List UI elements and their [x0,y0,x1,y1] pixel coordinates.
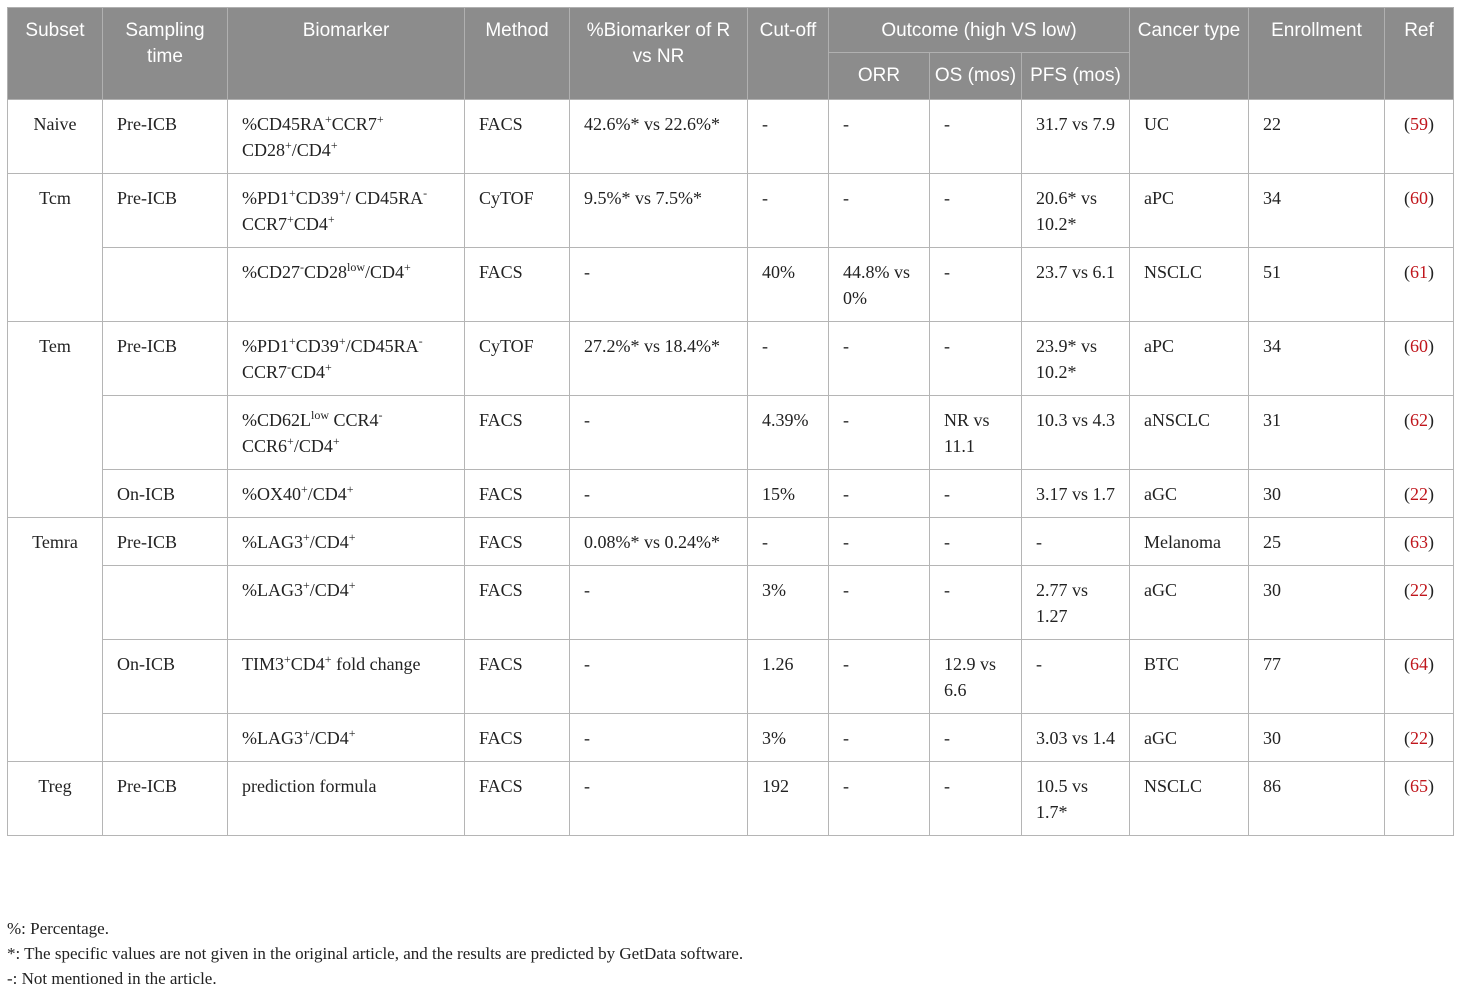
cell-method: CyTOF [465,174,570,248]
superscript: - [378,408,383,422]
cell-method: FACS [465,100,570,174]
cell-pfs: - [1022,640,1130,714]
header-pct-biomarker: %Biomarker of R vs NR [570,8,748,100]
cell-pct-biomarker: 27.2%* vs 18.4%* [570,322,748,396]
cell-orr: - [829,640,930,714]
cell-orr: - [829,762,930,836]
ref-paren-open: ( [1404,336,1410,356]
cell-enrollment: 31 [1249,396,1385,470]
cell-sampling-time: Pre-ICB [103,762,228,836]
cell-cutoff: 40% [748,248,829,322]
cell-enrollment: 22 [1249,100,1385,174]
cell-enrollment: 34 [1249,322,1385,396]
header-orr: ORR [829,53,930,100]
cell-method: FACS [465,762,570,836]
cell-pfs: 3.03 vs 1.4 [1022,714,1130,762]
table-footnotes [7,916,743,991]
superscript: + [346,482,354,496]
ref-paren-close: ) [1428,336,1434,356]
cell-ref [1385,174,1454,248]
cell-cutoff: 15% [748,470,829,518]
cell-cancer-type: BTC [1130,640,1249,714]
cell-sampling-time: Pre-ICB [103,100,228,174]
cell-enrollment: 34 [1249,174,1385,248]
cell-biomarker: $\%CD27^-CD28^{low}/CD4^+$ [228,248,465,322]
ref-paren-close: ) [1428,654,1434,674]
ref-link[interactable]: 59 [1410,114,1428,134]
cell-pfs: 10.3 vs 4.3 [1022,396,1130,470]
cell-biomarker: %LAG3+/CD4+ [228,518,465,566]
cell-orr: - [829,396,930,470]
superscript: + [303,578,310,592]
table-row [8,566,1454,640]
cell-biomarker: %LAG3+/CD4+ [228,566,465,640]
cell-sampling-time: On-ICB [103,640,228,714]
header-enrollment: Enrollment [1249,8,1385,100]
cell-ref [1385,762,1454,836]
ref-paren-close: ) [1428,410,1434,430]
cell-pct-biomarker: 9.5%* vs 7.5%* [570,174,748,248]
superscript: + [348,530,356,544]
table-row [8,100,1454,174]
ref-link[interactable]: 63 [1410,532,1428,552]
cell-cancer-type: UC [1130,100,1249,174]
ref-paren-open: ( [1404,188,1410,208]
footnote-dash: -: Not mentioned in the article. [7,969,217,988]
table-row [8,640,1454,714]
cell-cutoff: 1.26 [748,640,829,714]
cell-method: FACS [465,566,570,640]
cell-ref [1385,566,1454,640]
superscript: + [338,334,346,348]
cell-pfs: 31.7 vs 7.9 [1022,100,1130,174]
cell-os: - [930,714,1022,762]
superscript: + [289,334,296,348]
cell-ref [1385,100,1454,174]
ref-paren-close: ) [1428,114,1434,134]
header-subset: Subset [8,8,103,100]
ref-link[interactable]: 22 [1410,580,1428,600]
cell-cutoff: - [748,174,829,248]
header-row-1 [8,8,1454,53]
cell-cancer-type: NSCLC [1130,762,1249,836]
cell-orr: - [829,518,930,566]
cell-biomarker: %PD1+CD39+/ CD45RA-CCR7+CD4+ [228,174,465,248]
cell-enrollment: 77 [1249,640,1385,714]
superscript: + [348,726,356,740]
ref-link[interactable]: 65 [1410,776,1428,796]
table-body [8,100,1454,836]
cell-orr: - [829,100,930,174]
cell-enrollment: 30 [1249,714,1385,762]
cell-ref [1385,396,1454,470]
footnote-percentage: %: Percentage. [7,919,109,938]
cell-ref [1385,640,1454,714]
cell-method: FACS [465,470,570,518]
table-row [8,762,1454,836]
ref-paren-open: ( [1404,410,1410,430]
cell-pfs: 10.5 vs 1.7* [1022,762,1130,836]
cell-sampling-time: Pre-ICB [103,518,228,566]
superscript: + [325,112,332,126]
ref-link[interactable]: 61 [1410,262,1428,282]
cell-subset: Naive [8,100,103,174]
cell-pfs: 23.9* vs 10.2* [1022,322,1130,396]
cell-sampling-time [103,566,228,640]
cell-cutoff: 4.39% [748,396,829,470]
cell-method: FACS [465,714,570,762]
cell-sampling-time: On-ICB [103,470,228,518]
cell-cancer-type: aGC [1130,566,1249,640]
cell-pct-biomarker: 0.08%* vs 0.24%* [570,518,748,566]
cell-cancer-type: aGC [1130,714,1249,762]
header-outcome: Outcome (high VS low) [829,8,1130,53]
superscript: + [330,138,338,152]
cell-ref [1385,714,1454,762]
superscript: - [423,186,428,200]
table-row [8,396,1454,470]
cell-pct-biomarker: - [570,470,748,518]
cell-sampling-time [103,248,228,322]
cell-pct-biomarker: - [570,640,748,714]
superscript: - [287,360,292,374]
cell-method: FACS [465,248,570,322]
table-row [8,470,1454,518]
superscript: + [332,434,340,448]
cell-cancer-type: aNSCLC [1130,396,1249,470]
cell-pfs: 20.6* vs 10.2* [1022,174,1130,248]
cell-pfs: - [1022,518,1130,566]
cell-pct-biomarker: - [570,248,748,322]
superscript: - [300,260,304,274]
cell-cancer-type: Melanoma [1130,518,1249,566]
superscript: - [418,334,423,348]
cell-biomarker: prediction formula [228,762,465,836]
ref-paren-close: ) [1428,188,1434,208]
cell-ref [1385,248,1454,322]
cell-cutoff: - [748,100,829,174]
superscript: + [287,434,294,448]
table-row [8,714,1454,762]
ref-paren-open: ( [1404,262,1410,282]
cell-os: - [930,518,1022,566]
cell-biomarker: %CD45RA+CCR7+ CD28+/CD4+ [228,100,465,174]
cell-pct-biomarker: 42.6%* vs 22.6%* [570,100,748,174]
cell-os: - [930,470,1022,518]
table-header [8,8,1454,100]
cell-orr: 44.8% vs 0% [829,248,930,322]
biomarker-table [7,7,1454,836]
cell-orr: - [829,566,930,640]
cell-cancer-type: aPC [1130,322,1249,396]
header-os: OS (mos) [930,53,1022,100]
cell-pct-biomarker: - [570,714,748,762]
header-cutoff: Cut-off [748,8,829,100]
table-row [8,322,1454,396]
cell-enrollment: 86 [1249,762,1385,836]
superscript: + [338,186,346,200]
ref-link[interactable]: 22 [1410,728,1428,748]
header-cancer-type: Cancer type [1130,8,1249,100]
table-row [8,248,1454,322]
cell-pct-biomarker: - [570,566,748,640]
cell-ref [1385,322,1454,396]
cell-enrollment: 51 [1249,248,1385,322]
superscript: + [404,260,411,274]
cell-biomarker: $\%CD62L^{low}$ CCR4- CCR6+/CD4+ [228,396,465,470]
ref-link[interactable]: 22 [1410,484,1428,504]
superscript: low [311,408,329,422]
ref-link[interactable]: 60 [1410,336,1428,356]
cell-method: FACS [465,518,570,566]
cell-ref [1385,470,1454,518]
cell-enrollment: 25 [1249,518,1385,566]
cell-sampling-time [103,396,228,470]
table-row [8,518,1454,566]
cell-biomarker: TIM3+CD4+ fold change [228,640,465,714]
superscript: low [347,260,366,274]
header-sampling-time: Sampling time [103,8,228,100]
ref-paren-open: ( [1404,728,1410,748]
superscript: + [284,652,291,666]
header-ref: Ref [1385,8,1454,100]
superscript: + [287,212,294,226]
cell-enrollment: 30 [1249,566,1385,640]
cell-orr: - [829,322,930,396]
ref-paren-close: ) [1428,776,1434,796]
cell-biomarker: %LAG3+/CD4+ [228,714,465,762]
cell-os: - [930,322,1022,396]
ref-paren-close: ) [1428,484,1434,504]
ref-paren-open: ( [1404,580,1410,600]
superscript: + [324,652,332,666]
cell-biomarker: %OX40+/CD4+ [228,470,465,518]
cell-cutoff: 3% [748,714,829,762]
cell-subset: Treg [8,762,103,836]
ref-paren-close: ) [1428,580,1434,600]
cell-os: - [930,100,1022,174]
cell-sampling-time: Pre-ICB [103,174,228,248]
cell-subset: Tem [8,322,103,518]
superscript: + [376,112,384,126]
cell-pfs: 23.7 vs 6.1 [1022,248,1130,322]
ref-paren-open: ( [1404,532,1410,552]
cell-method: CyTOF [465,322,570,396]
header-method: Method [465,8,570,100]
cell-pct-biomarker: - [570,396,748,470]
cell-sampling-time [103,714,228,762]
cell-subset: Temra [8,518,103,762]
superscript: + [285,138,292,152]
ref-link[interactable]: 60 [1410,188,1428,208]
cell-biomarker: %PD1+CD39+/CD45RA- CCR7-CD4+ [228,322,465,396]
cell-cutoff: - [748,322,829,396]
cell-cancer-type: aPC [1130,174,1249,248]
cell-os: - [930,762,1022,836]
superscript: + [301,482,308,496]
cell-os: - [930,174,1022,248]
cell-orr: - [829,714,930,762]
ref-link[interactable]: 62 [1410,410,1428,430]
cell-cancer-type: aGC [1130,470,1249,518]
cell-orr: - [829,174,930,248]
cell-cutoff: 3% [748,566,829,640]
ref-paren-close: ) [1428,262,1434,282]
ref-paren-close: ) [1428,728,1434,748]
cell-method: FACS [465,640,570,714]
cell-cancer-type: NSCLC [1130,248,1249,322]
cell-os: - [930,248,1022,322]
cell-enrollment: 30 [1249,470,1385,518]
ref-paren-open: ( [1404,654,1410,674]
cell-pfs: 3.17 vs 1.7 [1022,470,1130,518]
cell-os: NR vs 11.1 [930,396,1022,470]
footnote-asterisk: *: The specific values are not given in the original article, and the results are predicted by GetData software. [7,944,744,963]
ref-paren-open: ( [1404,484,1410,504]
superscript: + [289,186,296,200]
cell-cutoff: 192 [748,762,829,836]
cell-ref [1385,518,1454,566]
cell-subset: Tcm [8,174,103,322]
superscript: + [303,726,310,740]
cell-pct-biomarker: - [570,762,748,836]
header-biomarker: Biomarker [228,8,465,100]
cell-sampling-time: Pre-ICB [103,322,228,396]
superscript: + [348,578,356,592]
ref-paren-close: ) [1428,532,1434,552]
cell-pfs: 2.77 vs 1.27 [1022,566,1130,640]
cell-cutoff: - [748,518,829,566]
table-row [8,174,1454,248]
cell-os: 12.9 vs 6.6 [930,640,1022,714]
cell-method: FACS [465,396,570,470]
ref-link[interactable]: 64 [1410,654,1428,674]
cell-orr: - [829,470,930,518]
ref-paren-open: ( [1404,776,1410,796]
cell-os: - [930,566,1022,640]
superscript: + [303,530,310,544]
superscript: + [327,212,335,226]
header-pfs: PFS (mos) [1022,53,1130,100]
ref-paren-open: ( [1404,114,1410,134]
superscript: + [325,360,332,374]
